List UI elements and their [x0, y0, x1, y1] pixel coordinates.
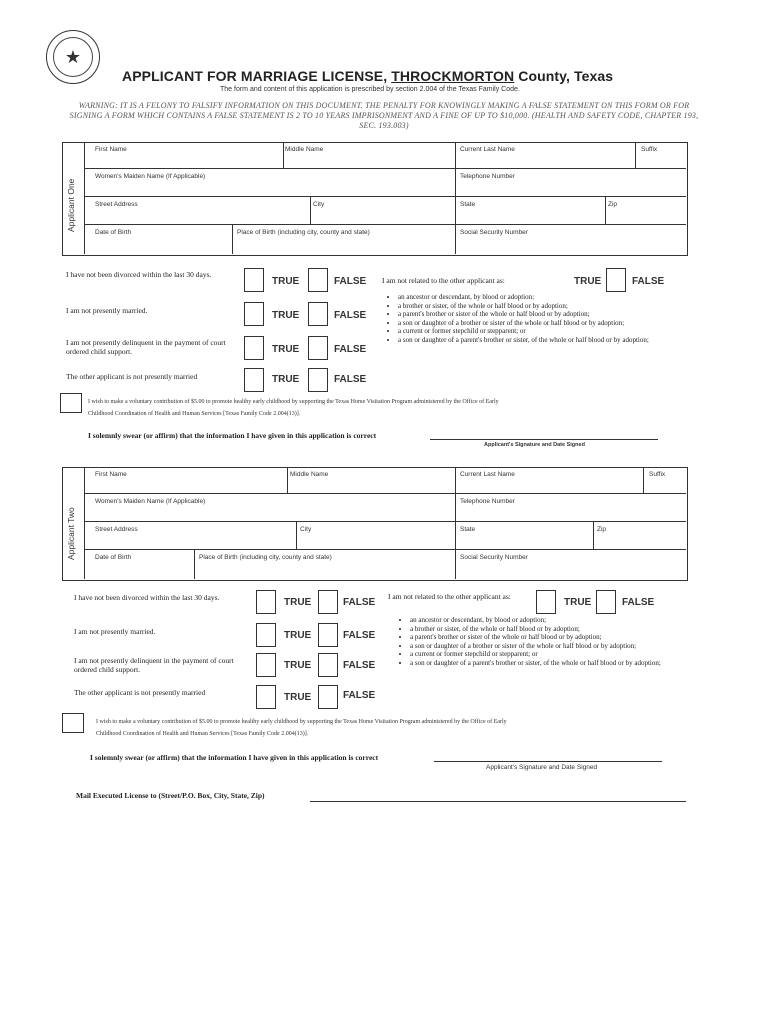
- a2-divorced-true-checkbox[interactable]: [256, 590, 276, 614]
- a2-delinquent-true-label: TRUE: [284, 660, 312, 671]
- felony-warning: WARNING: IT IS A FELONY TO FALSIFY INFORMATION ON THIS DOCUMENT. THE PENALTY FOR KNOWINGLY MAKING A FALSE STATEMENT ON THIS FORM OR FOR SIGNING A FORM WHICH CONTAINS A FALSE STATEMENT IS 2 TO 10 YEARS IMPRISONMENT AND A FINE OF UP TO $10,000. (HEALTH AND SAFETY CODE, CHAPTER 193, SEC. 193.003): [69, 101, 699, 130]
- a1-married-true-label: TRUE: [272, 310, 300, 321]
- a2-delinquent-statement: I am not presently delinquent in the payment of court ordered child support.: [74, 656, 234, 674]
- a1-other-false-checkbox[interactable]: [308, 368, 328, 392]
- a2-related-false-label: FALSE: [622, 597, 655, 608]
- a2-state-input[interactable]: State: [460, 526, 476, 533]
- a1-zip-input[interactable]: Zip: [608, 201, 618, 208]
- a1-divorced-false-checkbox[interactable]: [308, 268, 328, 292]
- a2-divorced-true-label: TRUE: [284, 597, 312, 608]
- applicant-two-label: Applicant Two: [66, 507, 76, 560]
- a1-ssn-input[interactable]: Social Security Number: [460, 229, 528, 236]
- a1-pob-input[interactable]: Place of Birth (including city, county and state): [237, 229, 370, 236]
- a1-delinquent-true-label: TRUE: [272, 344, 300, 355]
- title-suffix: County, Texas: [514, 68, 614, 84]
- a2-related-true-label: TRUE: [564, 597, 592, 608]
- a2-maiden-name-input[interactable]: Women's Maiden Name (If Applicable): [95, 498, 206, 505]
- texas-seal-icon: [46, 30, 100, 84]
- a1-last-name-input[interactable]: Current Last Name: [460, 146, 515, 153]
- form-subtitle: The form and content of this application is prescribed by section 2.004 of the Texas Family Code.: [220, 86, 520, 93]
- a2-dob-input[interactable]: Date of Birth: [95, 554, 132, 561]
- a1-divorced-true-label: TRUE: [272, 276, 300, 287]
- a1-signature-line[interactable]: [430, 439, 658, 440]
- a1-other-married-statement: The other applicant is not presently married: [66, 372, 198, 381]
- list-item: • a parent's brother or sister of the whole or half blood or by adoption;: [398, 310, 688, 319]
- a1-other-true-label: TRUE: [272, 374, 300, 385]
- a2-contribution-text: [96, 716, 686, 740]
- a2-related-true-checkbox[interactable]: [536, 590, 556, 614]
- a1-suffix-input[interactable]: Suffix: [641, 146, 658, 153]
- a2-ssn-input[interactable]: Social Security Number: [460, 554, 528, 561]
- list-item: • a son or daughter of a brother or sister of the whole or half blood or by adoption;: [410, 642, 694, 651]
- applicant-two-section: [62, 467, 688, 581]
- a2-signature-line[interactable]: [434, 761, 662, 762]
- a1-other-true-checkbox[interactable]: [244, 368, 264, 392]
- mail-license-label: Mail Executed License to (Street/P.O. Box, City, State, Zip): [76, 791, 265, 800]
- a1-related-false-label: FALSE: [632, 276, 665, 287]
- list-item: • an ancestor or descendant, by blood or adoption;: [410, 616, 694, 625]
- a2-contribution-checkbox[interactable]: [62, 713, 84, 733]
- a2-other-married-statement: The other applicant is not presently married: [74, 688, 206, 697]
- a2-married-statement: I am not presently married.: [74, 627, 156, 636]
- applicant-one-section: [62, 142, 688, 256]
- a1-other-false-label: FALSE: [334, 374, 367, 385]
- a1-relations-list: [386, 293, 688, 345]
- list-item: • a son or daughter of a parent's brother or sister, of the whole or half blood or by adoption;: [398, 336, 688, 345]
- list-item: • a current or former stepchild or stepparent; or: [410, 650, 694, 659]
- list-item: • a son or daughter of a parent's brother or sister, of the whole or half blood or by adoption;: [410, 659, 694, 668]
- list-item: • a brother or sister, of the whole or half blood or by adoption;: [410, 625, 694, 634]
- county-name: THROCKMORTON: [391, 68, 515, 84]
- page-title: [122, 68, 613, 84]
- a2-other-true-checkbox[interactable]: [256, 685, 276, 709]
- a2-married-false-checkbox[interactable]: [318, 623, 338, 647]
- a1-related-true-label: TRUE: [574, 276, 602, 287]
- a1-married-statement: I am not presently married.: [66, 306, 148, 315]
- a1-oath-text: I solemnly swear (or affirm) that the information I have given in this application is correct: [88, 431, 377, 440]
- a2-last-name-input[interactable]: Current Last Name: [460, 471, 515, 478]
- a1-married-false-label: FALSE: [334, 310, 367, 321]
- a2-delinquent-true-checkbox[interactable]: [256, 653, 276, 677]
- a2-delinquent-false-checkbox[interactable]: [318, 653, 338, 677]
- a2-relations-list: [398, 616, 694, 668]
- a2-suffix-input[interactable]: Suffix: [649, 471, 666, 478]
- a2-divorced-false-label: FALSE: [343, 597, 376, 608]
- list-item: • an ancestor or descendant, by blood or adoption;: [398, 293, 688, 302]
- applicant-one-label: Applicant One: [66, 178, 76, 232]
- star-icon: ★: [53, 37, 93, 77]
- a1-contribution-line1: I wish to make a voluntary contribution of $5.00 to promote healthy early childhood by supporting the Texas Home Visitation Program administered by the Office of Early: [88, 399, 499, 405]
- a2-zip-input[interactable]: Zip: [597, 526, 607, 533]
- a1-related-statement: I am not related to the other applicant as:: [382, 276, 505, 285]
- a2-pob-input[interactable]: Place of Birth (including city, county and state): [199, 554, 332, 561]
- a1-contribution-line2: Childhood Coordination of Health and Human Services [Texas Family Code 2.004(13)].: [88, 411, 301, 417]
- a1-delinquent-false-checkbox[interactable]: [308, 336, 328, 360]
- a2-city-input[interactable]: City: [300, 526, 312, 533]
- a1-delinquent-statement: I am not presently delinquent in the payment of court ordered child support.: [66, 338, 226, 356]
- a1-street-input[interactable]: Street Address: [95, 201, 138, 208]
- a2-married-true-checkbox[interactable]: [256, 623, 276, 647]
- a2-telephone-input[interactable]: Telephone Number: [460, 498, 515, 505]
- a2-street-input[interactable]: Street Address: [95, 526, 138, 533]
- a2-divorced-statement: I have not been divorced within the last 30 days.: [74, 593, 220, 602]
- a2-married-true-label: TRUE: [284, 630, 312, 641]
- a1-dob-input[interactable]: Date of Birth: [95, 229, 132, 236]
- a1-delinquent-true-checkbox[interactable]: [244, 336, 264, 360]
- a1-married-false-checkbox[interactable]: [308, 302, 328, 326]
- a1-city-input[interactable]: City: [313, 201, 325, 208]
- a2-oath-text: I solemnly swear (or affirm) that the information I have given in this application is correct: [90, 753, 379, 762]
- a2-other-false-checkbox[interactable]: [318, 685, 338, 709]
- a2-other-false-label: FALSE: [343, 690, 376, 701]
- a2-other-true-label: TRUE: [284, 692, 312, 703]
- a2-middle-name-input[interactable]: Middle Name: [290, 471, 329, 478]
- a1-married-true-checkbox[interactable]: [244, 302, 264, 326]
- a1-state-input[interactable]: State: [460, 201, 476, 208]
- a2-contribution-line1: I wish to make a voluntary contribution of $5.00 to promote healthy early childhood by supporting the Texas Home Visitation Program administered by the Office of Early: [96, 719, 507, 725]
- a1-maiden-name-input[interactable]: Women's Maiden Name (If Applicable): [95, 173, 206, 180]
- list-item: • a parent's brother or sister of the whole or half blood or by adoption;: [410, 633, 694, 642]
- list-item: • a brother or sister, of the whole or half blood or by adoption;: [398, 302, 688, 311]
- a2-delinquent-false-label: FALSE: [343, 660, 376, 671]
- a1-related-true-checkbox[interactable]: [606, 268, 626, 292]
- mail-address-line[interactable]: [310, 801, 686, 802]
- list-item: • a current or former stepchild or stepparent; or: [398, 327, 688, 336]
- a1-first-name-input[interactable]: First Name: [95, 146, 127, 153]
- a1-divorced-true-checkbox[interactable]: [244, 268, 264, 292]
- title-prefix: APPLICANT FOR MARRIAGE LICENSE,: [122, 68, 392, 84]
- a1-divorced-false-label: FALSE: [334, 276, 367, 287]
- a1-divorced-statement: I have not been divorced within the last 30 days.: [66, 270, 212, 279]
- a1-contribution-text: [88, 396, 688, 420]
- a1-contribution-checkbox[interactable]: [60, 393, 82, 413]
- a1-signature-label: Applicant's Signature and Date Signed: [484, 442, 585, 448]
- a2-first-name-input[interactable]: First Name: [95, 471, 127, 478]
- a2-married-false-label: FALSE: [343, 630, 376, 641]
- a2-contribution-line2: Childhood Coordination of Health and Human Services [Texas Family Code 2.004(13)].: [96, 731, 309, 737]
- a1-middle-name-input[interactable]: Middle Name: [285, 146, 324, 153]
- a1-delinquent-false-label: FALSE: [334, 344, 367, 355]
- list-item: • a son or daughter of a brother or sister of the whole or half blood or by adoption;: [398, 319, 688, 328]
- a2-signature-label: Applicant's Signature and Date Signed: [486, 764, 598, 771]
- a2-related-false-checkbox[interactable]: [596, 590, 616, 614]
- a2-divorced-false-checkbox[interactable]: [318, 590, 338, 614]
- a2-related-statement: I am not related to the other applicant as:: [388, 592, 511, 601]
- a1-telephone-input[interactable]: Telephone Number: [460, 173, 515, 180]
